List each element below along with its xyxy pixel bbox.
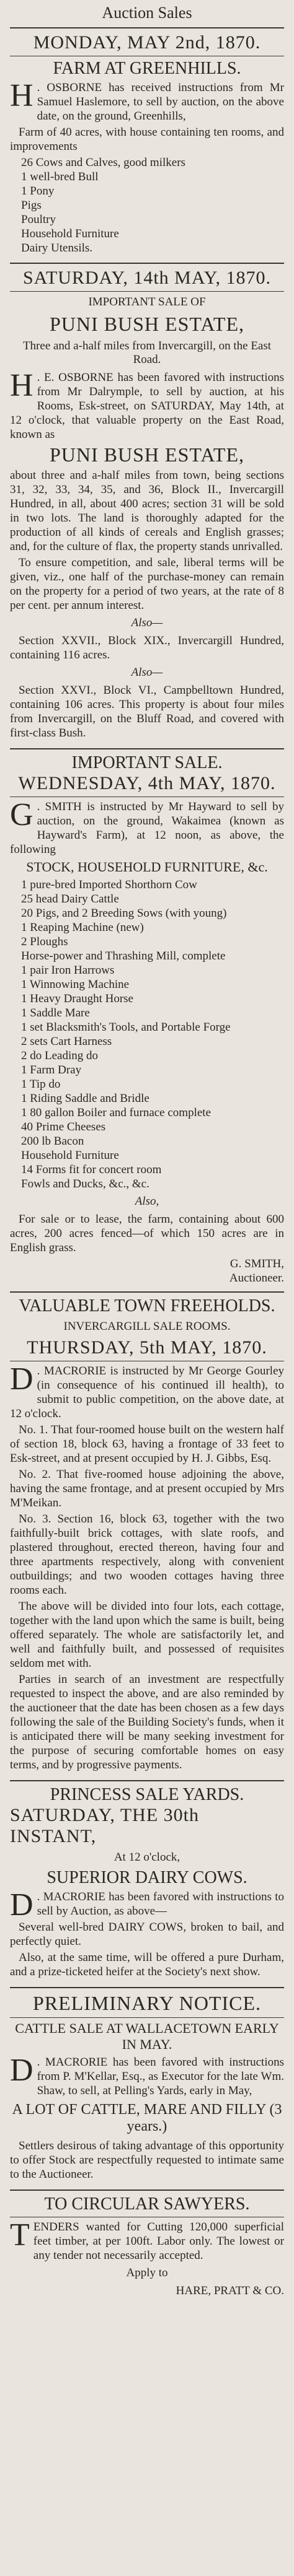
ad-subtitle: IMPORTANT SALE OF	[88, 295, 206, 308]
ad-subtitle: Three and a-half miles from Invercargill, on the East Road.	[22, 339, 272, 366]
list-item: 1 Riding Saddle and Bridle	[21, 1092, 149, 1105]
ad-body: about three and a-half miles from town, being sections 31, 32, 33, 34, 35, and 36, Block II., Invercargill Hundred, in all, about 400 acres; section 31 will be sold in two lots. The land is thoroughly adapted for the production of all kinds of cereals and English grasses; and, for the culture of flax, the property stands unrivalled.	[10, 469, 284, 553]
signature-title: Auctioneer.	[229, 1272, 284, 1285]
list-item: 25 head Dairy Cattle	[21, 893, 119, 906]
ad-body: The above will be divided into four lots, each cottage, together with the land upon which the same is built, being offered separately. The whole are satisfactorily let, and well and faithfully built, and possessed of requisites seldom met with.	[10, 1600, 284, 1670]
signature-name: G. SMITH,	[229, 1257, 284, 1270]
list-item: 2 sets Cart Harness	[21, 1035, 112, 1048]
item-list	[21, 878, 284, 1191]
ad-title: IMPORTANT SALE.	[71, 753, 223, 772]
ad-body: No. 1. That four-roomed house built on the western half of section 18, block 63, having a frontage of 33 feet to Esk-street, and at present occupied by H. J. Gibbs, Esq.	[10, 1423, 284, 1465]
divider	[10, 748, 284, 749]
divider	[10, 2017, 284, 2018]
drop-cap: H	[10, 368, 33, 403]
list-item: 1 set Blacksmith's Tools, and Portable Forge	[21, 1021, 231, 1034]
list-item: Horse-power and Thrashing Mill, complete	[21, 950, 226, 963]
ad-title: TO CIRCULAR SAWYERS.	[44, 2194, 250, 2214]
ad-lot: A LOT OF CATTLE, MARE AND FILLY (3 years.)	[12, 2102, 282, 2134]
ad-title: PRELIMINARY NOTICE.	[32, 1992, 262, 2014]
drop-cap: D	[10, 1887, 33, 1923]
list-item: 2 Ploughs	[21, 935, 68, 948]
ad-title: PUNI BUSH ESTATE,	[49, 443, 244, 466]
ad-title: VALUABLE TOWN FREEHOLDS.	[19, 1296, 275, 1316]
drop-cap: T	[10, 2217, 30, 2253]
list-item: 1 Winnowing Machine	[21, 978, 130, 991]
list-item: 1 Tip do	[21, 1078, 61, 1091]
list-item: 20 Pigs, and 2 Breeding Sows (with young)	[21, 907, 227, 920]
apply-label: Apply to	[126, 2266, 168, 2279]
firm-name: HARE, PRATT & CO.	[176, 2284, 284, 2297]
drop-cap: G	[10, 797, 33, 832]
ad-date: SATURDAY, 14th MAY, 1870.	[22, 268, 272, 288]
ad-body: No. 2. That five-roomed house adjoining the above, having the same frontage, and at present occupied by Mrs M'Meikan.	[10, 1468, 284, 1509]
ad-title: PRINCESS SALE YARDS.	[50, 1785, 244, 1804]
ad-subtitle: INVERCARGILL SALE ROOMS.	[63, 1320, 231, 1333]
list-item: 1 well-bred Bull	[21, 170, 99, 183]
ad-date: MONDAY, MAY 2nd, 1870.	[33, 32, 261, 53]
ad-date: THURSDAY, 5th MAY, 1870.	[27, 1337, 267, 1358]
ad-subtitle: STOCK, HOUSEHOLD FURNITURE, &c.	[26, 859, 268, 875]
list-item: 14 Forms fit for concert room	[21, 1163, 162, 1176]
ad-body: Section XXVI., Block VI., Campbelltown Hundred, containing 106 acres. This property is about four miles from Invercargill, on the Bluff Road, and covered with first-class Bush.	[10, 684, 284, 740]
drop-cap: D	[10, 2053, 33, 2088]
list-item: Dairy Utensils.	[21, 242, 93, 255]
ad-preliminary-notice	[10, 1991, 284, 2187]
list-item: 1 Saddle Mare	[21, 1006, 90, 1019]
list-item: 40 Prime Cheeses	[21, 1120, 106, 1133]
divider	[10, 1987, 284, 1988]
list-item: 200 lb Bacon	[21, 1135, 84, 1148]
ad-body: Parties in search of an investment are respectfully requested to inspect the above, and are also reminded by the auctioneer that the date has been chosen as a few days following the sale of the Building Society's funds, when it is anticipated there will be many seeking investment for the purpose of securing comfortable homes on easy terms, and by progressive payments.	[10, 1673, 284, 1771]
divider	[10, 291, 284, 292]
list-item: Fowls and Ducks, &c., &c.	[21, 1177, 149, 1190]
ad-body: . MACRORIE has been favored with instructions from P. M'Kellar, Esq., as Executor for the late Wm. Shaw, to sell, at Pelling's Yards, early in May,	[37, 2056, 284, 2097]
ad-date: SATURDAY, THE 30th INSTANT,	[10, 1805, 200, 1846]
ad-circular-sawyers	[10, 2193, 284, 2302]
list-item: 1 pure-bred Imported Shorthorn Cow	[21, 878, 197, 891]
ad-body: For sale or to lease, the farm, containing about 600 acres, 200 acres fenced—of which 150 acres are in English grass.	[10, 1213, 284, 1254]
newspaper-column	[10, 0, 284, 2302]
ad-subtitle: At 12 o'clock,	[114, 1851, 180, 1864]
ad-princess-sale-yards	[10, 1784, 284, 1984]
ad-body: Several well-bred DAIRY COWS, broken to bail, and perfectly quiet.	[10, 1921, 284, 1948]
ad-body: . MACRORIE has been favored with instructions to sell by Auction, as above—	[37, 1890, 284, 1918]
item-list	[21, 155, 284, 255]
ad-body: ENDERS wanted for Cutting 120,000 superficial feet timber, at per 100ft. Labor only. The lowest or any tender not necessarily accepted.	[33, 2220, 284, 2262]
ad-body: To ensure competition, and sale, liberal terms will be given, viz., one half of the purchase-money can remain on the property for a period of two years, at the rate of 8 per cent. per annum interest.	[10, 556, 284, 612]
ad-body: Also, at the same time, will be offered a pure Durham, and a prize-ticketed heifer at the Society's next show.	[10, 1951, 284, 1978]
list-item: 1 Reaping Machine (new)	[21, 921, 144, 934]
also-label: Also—	[131, 666, 163, 679]
divider	[10, 263, 284, 264]
list-item: Poultry	[21, 213, 56, 226]
divider	[10, 2190, 284, 2191]
list-item: 1 Farm Dray	[21, 1063, 82, 1076]
ad-body: . MACRORIE is instructed by Mr George Gourley (in consequence of his continued ill health), to submit to public competition, on the above date, at 12 o'clock.	[10, 1364, 284, 1420]
section-header: Auction Sales	[102, 4, 192, 22]
ad-body: No. 3. Section 16, block 63, together with the two faithfully-built brick cottages, with slate roofs, and plastered throughout, erected thereon, having four and three apartments respectively, along with convenient outbuildings; and two wooden cottages having three rooms each.	[10, 1513, 284, 1597]
list-item: 1 pair Iron Harrows	[21, 964, 115, 977]
ad-important-sale	[10, 752, 284, 1289]
ad-subtitle: CATTLE SALE AT WALLACETOWN EARLY IN MAY.	[15, 2020, 279, 2052]
divider	[10, 1780, 284, 1781]
list-item: Household Furniture	[21, 1149, 119, 1162]
ad-title: PUNI BUSH ESTATE,	[49, 313, 244, 335]
ad-body: . SMITH is instructed by Mr Hayward to sell by auction, on the ground, Wakaimea (known as Hayward's Farm), at 12 noon, as above, the following	[10, 800, 284, 856]
list-item: 26 Cows and Calves, good milkers	[21, 156, 185, 169]
also-label: Also,	[135, 1195, 159, 1208]
ad-body: . OSBORNE has received instructions from Mr Samuel Haslemore, to sell by auction, on the above date, on the ground, Greenhills,	[37, 81, 284, 123]
list-item: Household Furniture	[21, 227, 119, 240]
list-item: 2 do Leading do	[21, 1049, 99, 1062]
ad-title: FARM AT GREENHILLS.	[53, 59, 241, 78]
ad-body: Settlers desirous of taking advantage of this opportunity to offer Stock are respectfully requested to intimate same to the Auctioneer.	[10, 2139, 284, 2181]
ad-puni-bush	[10, 266, 284, 746]
drop-cap: D	[10, 1361, 33, 1397]
list-item: 1 Pony	[21, 185, 55, 198]
divider	[10, 27, 284, 28]
list-item: 1 80 gallon Boiler and furnace complete	[21, 1106, 212, 1119]
drop-cap: H	[10, 78, 33, 113]
list-item: Pigs	[21, 199, 42, 212]
ad-body: . E. OSBORNE has been favored with instructions from Mr Dalrymple, to sell by auction, at his Rooms, Esk-street, on SATURDAY, May 14th, at 12 o'clock, that valuable property on the East Road, known as	[10, 371, 284, 441]
ad-date: WEDNESDAY, 4th MAY, 1870.	[18, 773, 276, 793]
ad-body: Section XXVII., Block XIX., Invercargill Hundred, containing 116 acres.	[10, 634, 284, 661]
ad-town-freeholds	[10, 1295, 284, 1778]
ad-title: SUPERIOR DAIRY COWS.	[47, 1868, 247, 1887]
divider	[10, 1291, 284, 1293]
list-item: 1 Heavy Draught Horse	[21, 992, 133, 1005]
ad-farm-greenhills	[10, 31, 284, 260]
also-label: Also—	[131, 616, 163, 629]
ad-body: Farm of 40 acres, with house containing ten rooms, and improvements	[10, 126, 284, 153]
